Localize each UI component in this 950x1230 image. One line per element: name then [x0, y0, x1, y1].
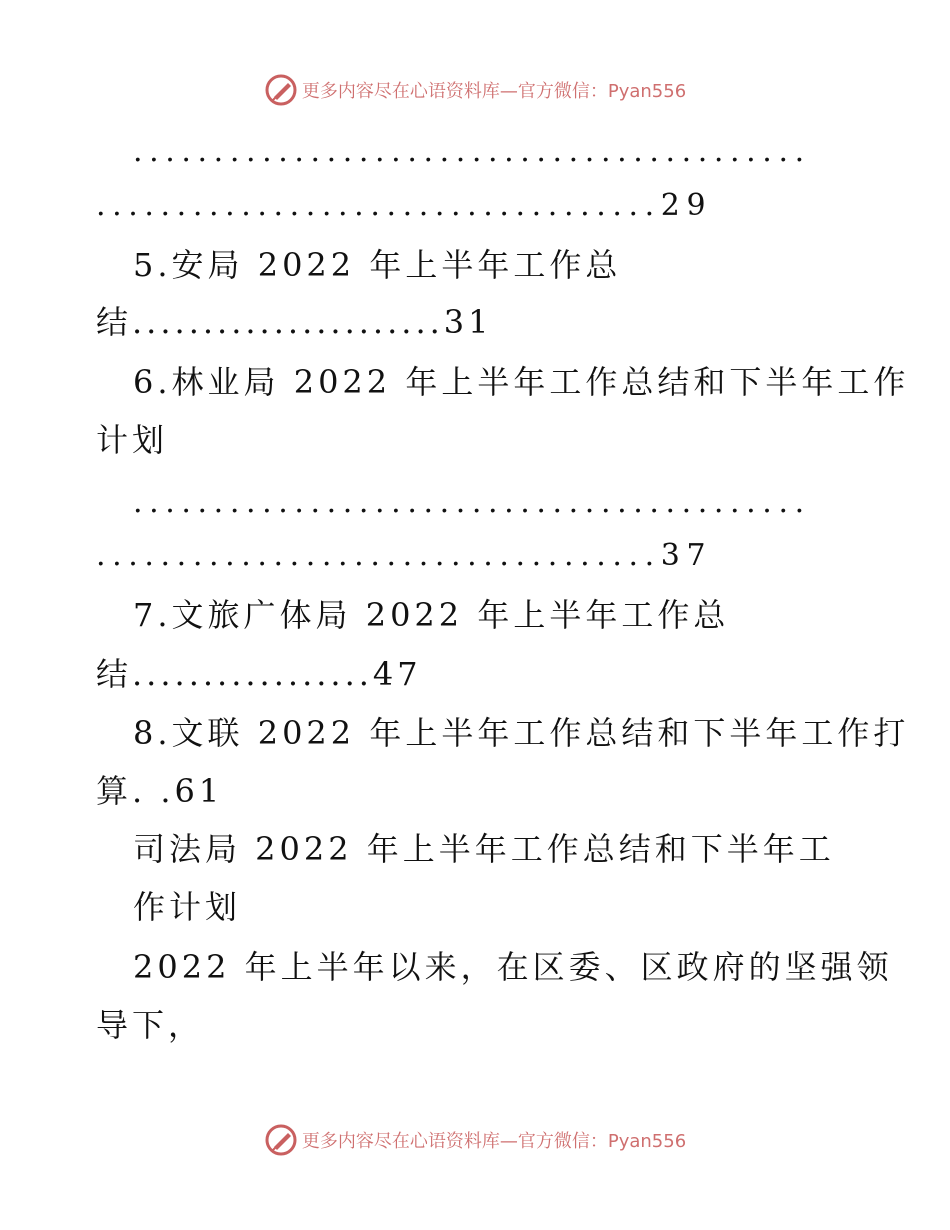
banner-text: 更多内容尽在心语资料库—官方微信：Pyan556 — [301, 1131, 687, 1152]
toc-entry-8-page: 算. .61 — [96, 772, 224, 810]
footer-banner — [0, 1120, 950, 1160]
toc-dots-line-page: ...................................29 — [96, 188, 713, 223]
section-title: 司法局 2022 年上半年工作总结和下半年工 — [133, 830, 835, 868]
quill-logo-icon — [264, 1123, 298, 1157]
toc-entry-7-page: 结.................47 — [96, 655, 422, 693]
section-title-cont: 作计划 — [133, 888, 242, 926]
toc-dots-line-page: ...................................37 — [96, 538, 713, 573]
toc-dots-line: .......................................... — [133, 485, 811, 520]
toc-entry-7: 7.文旅广体局 2022 年上半年工作总 — [133, 596, 730, 634]
toc-entry-5: 5.安局 2022 年上半年工作总 — [133, 246, 622, 284]
body-paragraph: 2022 年上半年以来，在区委、区政府的坚强领 — [133, 948, 893, 986]
body-paragraph-cont: 导下， — [96, 1006, 205, 1044]
header-banner — [0, 70, 950, 110]
toc-entry-5-page: 结......................31 — [96, 303, 493, 341]
banner-text: 更多内容尽在心语资料库—官方微信：Pyan556 — [301, 81, 687, 102]
quill-logo-icon — [264, 73, 298, 107]
toc-entry-6: 6.林业局 2022 年上半年工作总结和下半年工作 — [133, 363, 910, 401]
toc-entry-6-cont: 计划 — [96, 421, 169, 459]
toc-dots-line: .......................................... — [133, 134, 811, 169]
toc-entry-8: 8.文联 2022 年上半年工作总结和下半年工作打 — [133, 714, 910, 752]
